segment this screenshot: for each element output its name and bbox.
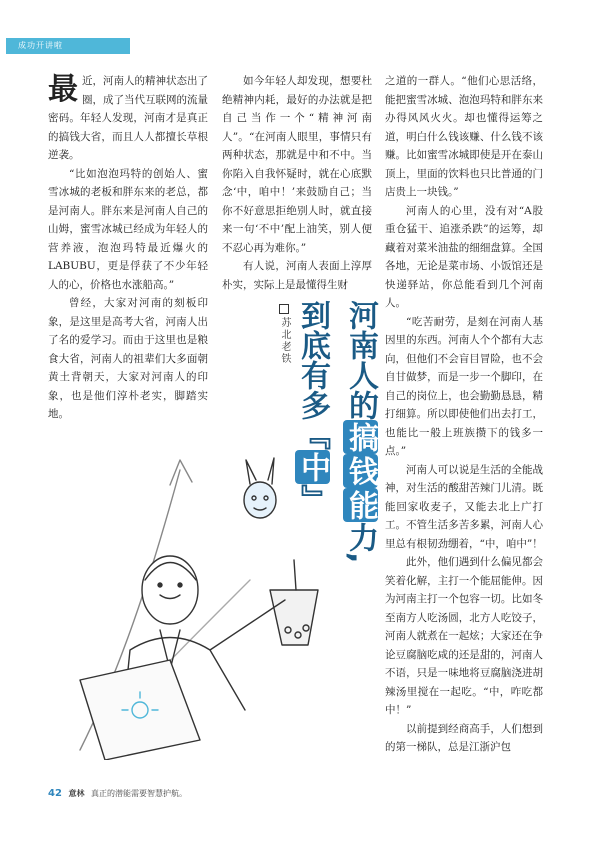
column-3 bbox=[385, 72, 543, 757]
magazine-name: 意林 bbox=[68, 789, 85, 798]
footer-slogan: 真正的潜能需要智慧护航。 bbox=[91, 789, 188, 798]
title-line-1: 河南人的搞钱能力, bbox=[343, 300, 378, 564]
bubble-tea-icon bbox=[270, 560, 318, 645]
paragraph: 曾经，大家对河南的刻板印象，是这里是高考大省，河南人出了名的爱学习。而由于这里也是粮食大省，河南人的祖辈们大多面朝黄土背朝天，大家对河南人的印象，也是他们淳朴老实，脚踏实地。 bbox=[48, 297, 208, 420]
laptop-icon bbox=[80, 660, 200, 760]
paragraph: “吃苦耐劳，是刻在河南人基因里的东西。河南人个个都有大志向，但他们不会盲目冒险，也不会自甘做梦，而是一步一个脚印，在自己的岗位上，也会勤勤恳恳，精打细算。所以即使他们出去打工，也能比一般上班族攒下的钱多一点。” bbox=[385, 315, 543, 457]
paragraph: 如今年轻人却发现，想要杜绝精神内耗，最好的办法就是把自己当作一个“精神河南人”。“在河南人眼里，事情只有两种状态，那就是中和不中。当你陷入自我怀疑时，就在心底默念‘中，咱中！’来鼓励自己；当你不好意思拒绝别人时，就直接来一句‘不中’配上油笑，别人便不忍心再为难你。” bbox=[222, 75, 372, 254]
drop-cap: 最 bbox=[48, 72, 78, 107]
page-number: 42 bbox=[48, 788, 62, 799]
author-byline: 苏北老铁 bbox=[277, 304, 292, 365]
section-tag: 成功开讲啦 bbox=[6, 38, 130, 54]
paragraph: 之道的一群人。“他们心思活络，能把蜜雪冰城、泡泡玛特和胖东来办得风风火火。却也懂得运筹之道，明白什么钱该赚、什么钱不该赚。比如蜜雪冰城即使是开在泰山顶上，里面的饮料也只比普通的门店贵上一块钱。” bbox=[385, 75, 543, 198]
paragraph: 河南人可以说是生活的全能战神，对生活的酸甜苦辣门儿清。既能回家收麦子，又能去北上广打工。不管生活多苦多累，河南人心里总有根韧劲绷着，“中，咱中”！ bbox=[385, 463, 543, 550]
column-2 bbox=[222, 72, 372, 294]
businessman-illustration bbox=[60, 430, 380, 760]
paragraph: 此外，他们遇到什么偏见都会笑着化解，主打一个能屈能伸。因为河南主打一个包容一切。比如冬至南方人吃汤圆，北方人吃饺子，河南人就煮在一起炫；大家还在争论豆腐脑吃咸的还是甜的，河南人不语，只是一味地将豆腐脑浇进胡辣汤里搅在一起吃。“中，咋吃都中！” bbox=[385, 556, 543, 716]
paragraph: “比如泡泡玛特的创始人、蜜雪冰城的老板和胖东来的老总，都是河南人。胖东来是河南人自己的山姆，蜜雪冰城已经成为年轻人的营养液，泡泡玛特最近爆火的LABUBU，更是俘获了不少年轻人的心，价格也水涨船高。” bbox=[48, 167, 208, 291]
toy-figure-icon bbox=[244, 458, 276, 518]
column-1 bbox=[48, 72, 208, 424]
paragraph: 河南人的心里，没有对“A股重仓猛干、追涨杀跌”的运筹，却藏着对菜米油盐的细细盘算。全国各地，无论是菜市场、小饭馆还是快递驿站，你总能看到几个河南人。 bbox=[385, 204, 543, 309]
paragraph: 以前提到经商高手，人们想到的第一梯队，总是江浙沪包 bbox=[385, 722, 543, 753]
title-line-2: 到底有多『中』 bbox=[295, 300, 330, 514]
author-marker-icon bbox=[279, 304, 289, 314]
page-footer bbox=[48, 788, 187, 799]
paragraph: 最近，河南人的精神状态出了圈，成了当代互联网的流量密码。年轻人发现，河南才是真正的搞钱大省，而且人人都擅长草根逆袭。 bbox=[48, 72, 208, 161]
paragraph: 有人说，河南人表面上淳厚朴实，实际上是最懂得生财 bbox=[222, 260, 372, 291]
